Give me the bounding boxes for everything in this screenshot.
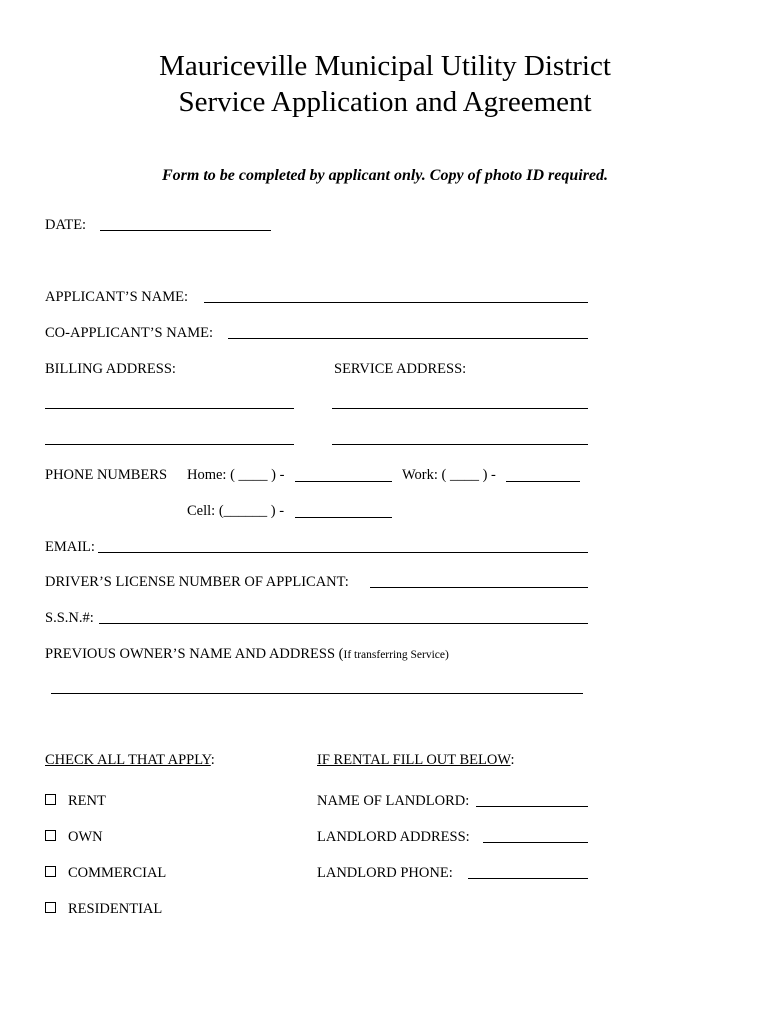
applicant-name-field[interactable] [204,302,588,303]
rental-heading: IF RENTAL FILL OUT BELOW: [317,752,515,768]
checkbox-own[interactable]: OWN [45,830,103,845]
co-applicant-name-field[interactable] [228,338,588,339]
work-phone-field[interactable] [506,481,580,482]
form-title-line1: Mauriceville Municipal Utility District [159,50,611,82]
drivers-license-field[interactable] [370,587,588,588]
landlord-phone-field[interactable] [468,878,588,879]
work-phone-label: Work: ( ____ ) - [402,467,496,483]
home-phone-label: Home: ( ____ ) - [187,467,285,483]
landlord-name-field[interactable] [476,806,588,807]
checkbox-icon[interactable] [45,902,56,913]
checkbox-commercial[interactable]: COMMERCIAL [45,866,166,881]
previous-owner-label: PREVIOUS OWNER’S NAME AND ADDRESS (If transferring Service) [45,646,449,662]
email-field[interactable] [98,552,588,553]
check-all-heading: CHECK ALL THAT APPLY: [45,752,215,768]
service-address-label: SERVICE ADDRESS: [334,361,467,377]
checkbox-icon[interactable] [45,830,56,841]
checkbox-icon[interactable] [45,866,56,877]
billing-address-line2[interactable] [45,444,294,445]
date-label: DATE: [45,217,87,233]
email-label: EMAIL: [45,539,95,555]
applicant-name-label: APPLICANT’S NAME: [45,289,188,305]
ssn-label: S.S.N.#: [45,610,94,626]
service-address-line1[interactable] [332,408,588,409]
checkbox-icon[interactable] [45,794,56,805]
previous-owner-field[interactable] [51,693,583,694]
checkbox-residential[interactable]: RESIDENTIAL [45,902,162,917]
home-phone-field[interactable] [295,481,392,482]
billing-address-label: BILLING ADDRESS: [45,361,176,377]
form-instructions: Form to be completed by applicant only. Copy of photo ID required. [161,167,609,184]
phone-numbers-label: PHONE NUMBERS [45,467,168,483]
landlord-address-field[interactable] [483,842,588,843]
cell-phone-label: Cell: (______ ) - [187,503,285,519]
previous-owner-note: If transferring Service) [343,649,449,661]
landlord-name-label: NAME OF LANDLORD: [317,793,470,809]
checkbox-rent[interactable]: RENT [45,794,106,809]
cell-phone-field[interactable] [295,517,392,518]
landlord-address-label: LANDLORD ADDRESS: [317,829,470,845]
date-field[interactable] [100,230,271,231]
billing-address-line1[interactable] [45,408,294,409]
drivers-license-label: DRIVER’S LICENSE NUMBER OF APPLICANT: [45,574,349,590]
landlord-phone-label: LANDLORD PHONE: [317,865,453,881]
service-address-line2[interactable] [332,444,588,445]
co-applicant-name-label: CO-APPLICANT’S NAME: [45,325,213,341]
ssn-field[interactable] [99,623,588,624]
form-title-line2: Service Application and Agreement [178,86,592,118]
